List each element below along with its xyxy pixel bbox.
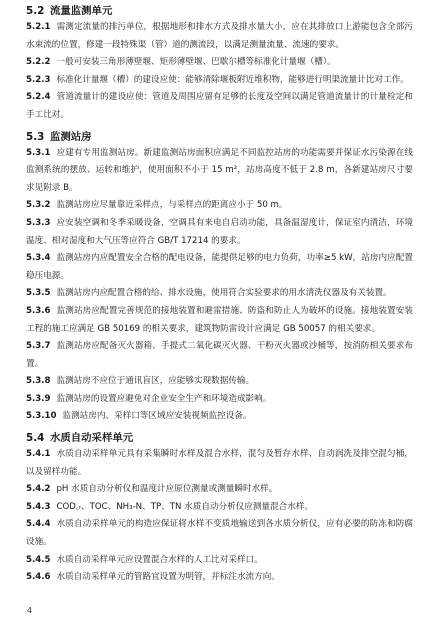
clause-5-3-6: 5.3.6 监测站房应配置完善规范的接地装置和避雷措施、防盗和防止人为破坏的设施。接地装置安装工程的施工应满足 GB 50169 的相关要求，建筑物防雷设计应满足 GB 50057 的相关要求。 <box>26 305 413 334</box>
clause-5-3-10: 5.3.10 监测站房内、采样口等区域应安装视频监控设备。 <box>26 411 252 422</box>
clause-5-4-5: 5.4.5 水质自动采样单元应设置混合水样的人工比对采样口。 <box>26 554 263 565</box>
clause-5-2-4: 5.2.4 管道流量计的建设应使：管道及周围应留有足够的长度及空间以满足管道流量计的计量检定和手工比对。 <box>26 92 413 120</box>
clause-5-3-7: 5.3.7 监测站房应配备灭火器箱、手提式二氧化碳灭火器、干粉灭火器或沙桶等，按消防相关要求布置。 <box>26 341 413 369</box>
clause-5-4-3: 5.4.3 COD꜀ᵣ、TOC、NH₃-N、TP、TN 水质自动分析仪应测量混合水样。 <box>26 501 314 512</box>
clause-5-4-1: 5.4.1 水质自动采样单元具有采集瞬时水样及混合水样，混匀及暂存水样、自动润洗及排空混匀桶，以及留样功能。 <box>26 449 413 477</box>
clause-5-3-8: 5.3.8 监测站房不应位于通讯盲区，应能够实现数据传输。 <box>26 376 255 387</box>
clause-5-3-3: 5.3.3 应安装空调和冬季采暖设备，空调具有来电自启动功能，具备温湿度计，保证室内清洁，环境温度、相对湿度和大气压等应符合 GB/T 17214 的要求。 <box>26 217 413 246</box>
page-number: 4 <box>27 606 33 615</box>
clause-5-2-2: 5.2.2 一般可安装三角形薄壁堰、矩形薄壁堰、巴歇尔槽等标准化计量堰（槽）。 <box>26 57 336 68</box>
section-heading-5-3: 5.3 监测站房 <box>26 130 92 143</box>
clause-5-3-2: 5.3.2 监测站房应尽量靠近采样点，与采样点的距离应小于 50 m。 <box>26 200 288 211</box>
clause-5-4-6: 5.4.6 水质自动采样单元的管路宜设置为明管，并标注水流方向。 <box>26 572 280 583</box>
section-heading-5-2: 5.2 流量监测单元 <box>26 5 113 17</box>
clause-5-2-1: 5.2.1 需测定流量的排污单位，根据地形和排水方式及排水量大小，应在其排放口上游能包含全部污水束流的位置，修建一段特殊渠（管）道的测流段，以满足测量流量、流速的要求。 <box>26 22 413 50</box>
clause-5-4-2: 5.4.2 pH 水质自动分析仪和温度计应原位测量或测量瞬时水样。 <box>26 484 278 495</box>
clause-5-2-3: 5.2.3 标准化计量堰（槽）的建设应使：能够清除堰板附近堆积物，能够进行明渠流量计比对工作。 <box>26 74 409 85</box>
clause-5-4-4: 5.4.4 水质自动采样单元的构造应保证将水样不变质地输送到各水质分析仪，应有必要的防冻和防腐设施。 <box>26 519 413 548</box>
clause-5-3-1: 5.3.1 应建有专用监测站房。新建监测站房面积应满足不同监控站房的功能需要并保证水污染源在线监测系统的摆放、运转和维护，使用面积不小于 15 m²，站房高度不低于 2.8 m，各新建站房尺寸要求见附录 B。 <box>26 147 413 193</box>
clause-5-3-5: 5.3.5 监测站房内应配置合格的给、排水设施，使用符合实验要求的用水清洗仪器及有关装置。 <box>26 288 392 299</box>
clause-5-3-4: 5.3.4 监测站房内应配置安全合格的配电设备，能提供足够的电力负荷，功率≥5 kW，站房内应配置稳压电源。 <box>26 253 413 281</box>
section-heading-5-4: 5.4 水质自动采样单元 <box>26 432 134 445</box>
clause-5-3-9: 5.3.9 监测站房的设置应避免对企业安全生产和环境造成影响。 <box>26 393 272 404</box>
